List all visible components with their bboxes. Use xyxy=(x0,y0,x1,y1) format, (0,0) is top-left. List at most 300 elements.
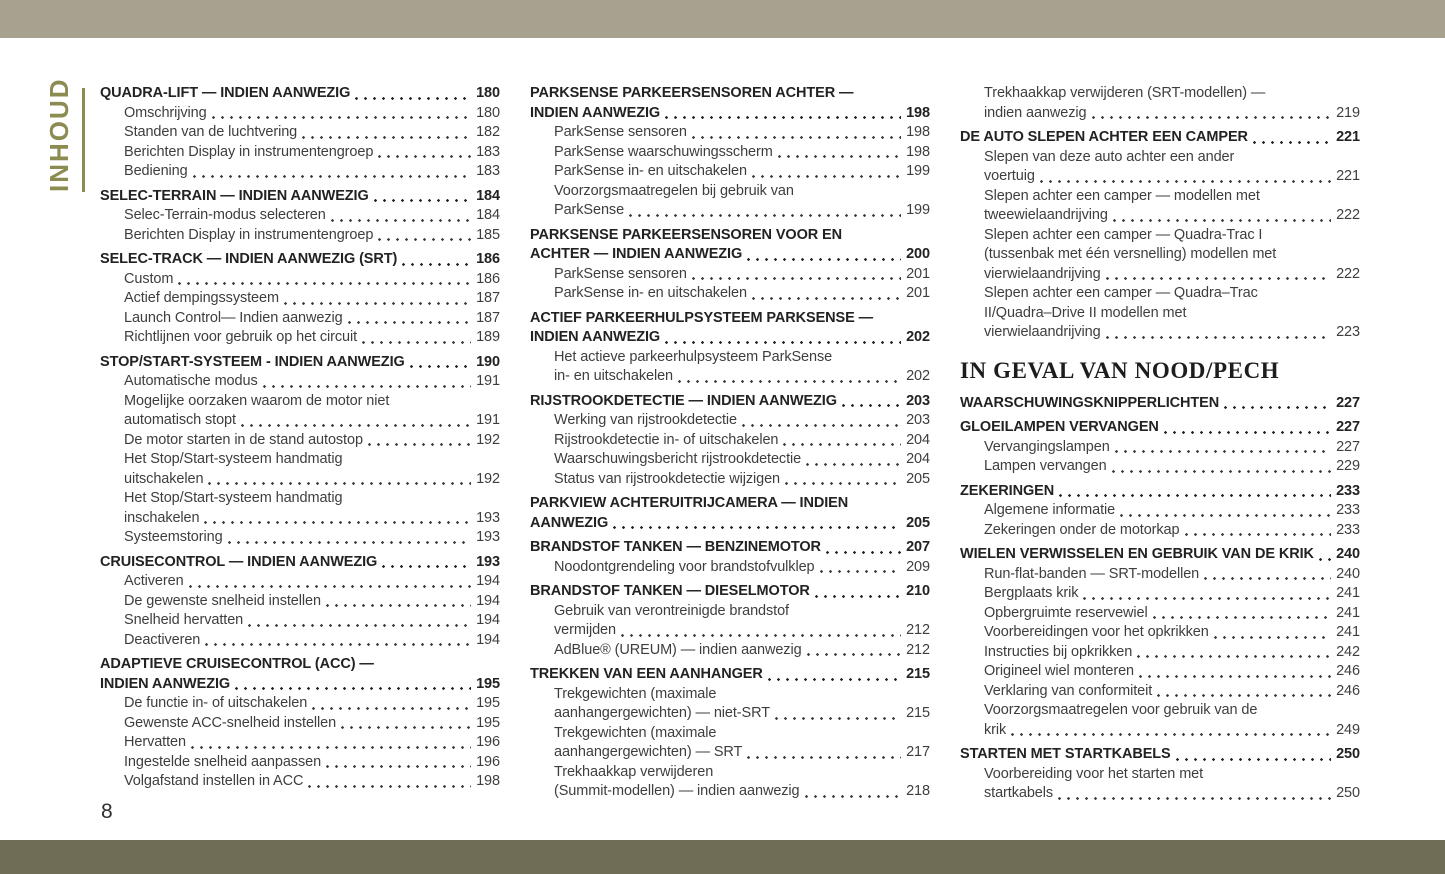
entry-label-line: Gebruik van verontreinigde brandstof xyxy=(554,602,789,619)
entry-label: Richtlijnen voor gebruik op het circuit xyxy=(124,329,358,345)
toc-sub-entry xyxy=(530,724,930,763)
toc-sub-entry xyxy=(960,604,1360,624)
dot-leader xyxy=(1038,167,1333,187)
toc-sub-entry xyxy=(100,206,500,226)
entry-last-line xyxy=(554,265,930,285)
page-ref: 194 xyxy=(476,573,500,589)
entry-label: Algemene informatie xyxy=(984,502,1116,518)
page-ref: 209 xyxy=(906,558,930,575)
entry-label: in- en uitschakelen xyxy=(554,368,674,384)
entry-label: ParkSense in- en uitschakelen xyxy=(554,285,747,301)
entry-label-line: Mogelijke oorzaken waarom de motor niet xyxy=(124,392,390,409)
toc-sub-entry xyxy=(100,372,500,392)
dot-leader xyxy=(773,704,903,724)
page-ref: 212 xyxy=(906,641,930,658)
dot-leader xyxy=(1174,745,1333,765)
entry-label: Activeren xyxy=(124,573,184,589)
page-ref: 196 xyxy=(476,753,500,770)
entry-last-line xyxy=(554,162,930,182)
page-ref: 186 xyxy=(476,270,500,287)
page-ref: 223 xyxy=(1336,324,1360,340)
dot-leader xyxy=(690,123,903,143)
entry-label: GLOEILAMPEN VERVANGEN xyxy=(960,419,1159,435)
page-ref: 233 xyxy=(1336,521,1360,538)
toc-sub-entry xyxy=(530,143,930,163)
entry-last-line xyxy=(124,226,500,246)
entry-label: Ingestelde snelheid aanpassen xyxy=(124,753,322,770)
entry-last-line xyxy=(984,438,1360,458)
page-ref: 189 xyxy=(476,329,500,345)
entry-label: Volgafstand instellen in ACC xyxy=(124,773,304,789)
entry-label: ACHTER — INDIEN AANWEZIG xyxy=(530,246,743,262)
page-ref: 201 xyxy=(906,285,930,301)
toc-sub-entry xyxy=(530,470,930,490)
page-ref: 212 xyxy=(906,622,930,638)
dot-leader xyxy=(1202,565,1333,585)
page-ref: 217 xyxy=(906,744,930,760)
entry-label: indien aanwezig xyxy=(984,104,1087,121)
page-ref: 180 xyxy=(476,104,500,121)
entry-last-line xyxy=(554,431,930,451)
dot-leader xyxy=(210,104,474,124)
toc-sub-entry xyxy=(100,392,500,431)
page-ref: 249 xyxy=(1336,721,1360,738)
toc-sub-entry xyxy=(960,662,1360,682)
dot-leader xyxy=(766,665,903,685)
entry-last-line xyxy=(554,704,930,724)
entry-label: ParkSense sensoren xyxy=(554,124,687,140)
entry-last-line xyxy=(984,682,1360,702)
entry-label-line: ADAPTIEVE CRUISECONTROL (ACC) — xyxy=(100,656,374,672)
toc-sub-entry xyxy=(530,162,930,182)
page-ref: 199 xyxy=(906,202,930,218)
entry-label: Instructies bij opkrikken xyxy=(984,643,1133,660)
toc-sub-entry xyxy=(530,123,930,143)
entry-last-line xyxy=(124,309,500,329)
entry-label: SELEC-TRACK — INDIEN AANWEZIG (SRT) xyxy=(100,251,398,267)
entry-label-line: Slepen achter een camper — Quadra-Trac I xyxy=(984,226,1263,243)
toc-sub-entry xyxy=(100,123,500,143)
dot-leader xyxy=(206,470,473,490)
entry-label: DE AUTO SLEPEN ACHTER EEN CAMPER xyxy=(960,129,1248,145)
page-ref: 194 xyxy=(476,631,500,648)
page-ref: 229 xyxy=(1336,458,1360,474)
dot-leader xyxy=(781,431,903,451)
page-ref: 215 xyxy=(906,705,930,721)
entry-last-line xyxy=(530,665,930,685)
page-ref: 210 xyxy=(906,583,930,599)
page-ref: 180 xyxy=(476,85,500,101)
toc-section-entry xyxy=(530,226,930,265)
entry-last-line xyxy=(124,528,500,548)
entry-label-line: Trekgewichten (maximale xyxy=(554,685,717,702)
entry-last-line xyxy=(100,250,500,270)
toc-section-entry xyxy=(530,665,930,685)
toc-section-entry xyxy=(960,745,1360,765)
page-ref: 246 xyxy=(1336,663,1360,679)
entry-last-line xyxy=(554,411,930,431)
dot-leader xyxy=(408,353,473,373)
dot-leader xyxy=(663,328,903,348)
entry-label: Snelheid hervatten xyxy=(124,612,244,628)
entry-label: ParkSense in- en uitschakelen xyxy=(554,163,747,179)
toc-column-2 xyxy=(530,84,930,804)
dot-leader xyxy=(1104,265,1334,285)
toc-section-entry xyxy=(530,538,930,558)
page-ref: 195 xyxy=(476,675,500,692)
entry-label: Waarschuwingsbericht rijstrookdetectie xyxy=(554,451,802,467)
toc-sub-entry xyxy=(100,309,500,329)
entry-last-line xyxy=(984,167,1360,187)
toc-sub-entry xyxy=(960,284,1360,343)
entry-last-line xyxy=(554,143,930,163)
dot-leader xyxy=(329,206,473,226)
page-ref: 186 xyxy=(476,251,500,267)
entry-last-line xyxy=(124,289,500,309)
toc-sub-entry xyxy=(100,489,500,528)
entry-last-line xyxy=(554,367,930,387)
toc-section-entry xyxy=(960,394,1360,414)
page-ref: 193 xyxy=(476,529,500,545)
page-ref: 192 xyxy=(476,431,500,448)
entry-label: QUADRA-LIFT — INDIEN AANWEZIG xyxy=(100,85,351,101)
page-ref: 184 xyxy=(476,207,500,223)
dot-leader xyxy=(1251,128,1333,148)
toc-sub-entry xyxy=(530,411,930,431)
entry-label: Voorbereidingen voor het opkrikken xyxy=(984,624,1209,640)
dot-leader xyxy=(300,123,473,143)
dot-leader xyxy=(1104,323,1334,343)
entry-label: WIELEN VERWISSELEN EN GEBRUIK VAN DE KRIK xyxy=(960,546,1314,562)
dot-leader xyxy=(339,714,473,734)
entry-last-line xyxy=(124,572,500,592)
dot-leader xyxy=(366,431,473,451)
toc-section-entry xyxy=(100,250,500,270)
entry-label: vermijden xyxy=(554,622,616,638)
page-ref: 202 xyxy=(906,368,930,384)
entry-label-line: Trekhaakkap verwijderen xyxy=(554,763,714,780)
entry-label: AdBlue® (UREUM) — indien aanwezig xyxy=(554,641,802,658)
entry-label: Berichten Display in instrumentengroep xyxy=(124,143,374,160)
entry-last-line xyxy=(124,328,500,348)
page-ref: 199 xyxy=(906,163,930,179)
dot-leader xyxy=(1081,584,1333,604)
toc-sub-entry xyxy=(100,162,500,182)
page-ref: 191 xyxy=(476,412,500,428)
dot-leader xyxy=(324,592,473,612)
dot-leader xyxy=(1135,643,1333,663)
page-ref: 222 xyxy=(1336,265,1360,282)
entry-label: Origineel wiel monteren xyxy=(984,663,1135,679)
page-ref: 241 xyxy=(1336,585,1360,601)
toc-sub-entry xyxy=(100,431,500,451)
entry-label: SELEC-TERRAIN — INDIEN AANWEZIG xyxy=(100,187,369,204)
page-ref: 203 xyxy=(906,392,930,409)
entry-label-line: PARKSENSE PARKEERSENSOREN ACHTER — xyxy=(530,85,854,101)
entry-last-line xyxy=(984,584,1360,604)
entry-label: INDIEN AANWEZIG xyxy=(530,329,661,345)
page-ref: 207 xyxy=(906,539,930,555)
entry-last-line xyxy=(984,457,1360,477)
dot-leader xyxy=(189,733,473,753)
entry-label: BRANDSTOF TANKEN — BENZINEMOTOR xyxy=(530,539,821,555)
entry-label: Automatische modus xyxy=(124,373,258,389)
page-ref: 201 xyxy=(906,265,930,282)
entry-label: STOP/START-SYSTEEM - INDIEN AANWEZIG xyxy=(100,353,405,370)
toc-sub-entry xyxy=(530,348,930,387)
entry-label-line: Slepen achter een camper — modellen met xyxy=(984,187,1260,204)
dot-leader xyxy=(803,782,904,802)
entry-label-line: Trekhaakkap verwijderen (SRT-modellen) — xyxy=(984,85,1266,101)
toc-sub-entry xyxy=(960,226,1360,285)
dot-leader xyxy=(1009,721,1333,741)
entry-last-line xyxy=(960,128,1360,148)
dot-leader xyxy=(611,514,903,534)
page-ref: 242 xyxy=(1336,643,1360,660)
entry-last-line xyxy=(984,206,1360,226)
toc-sub-entry xyxy=(530,450,930,470)
dot-leader xyxy=(1056,784,1333,804)
toc-sub-entry xyxy=(100,289,500,309)
toc-sub-entry xyxy=(960,457,1360,477)
entry-label-line: Voorzorgsmaatregelen bij gebruik van xyxy=(554,182,794,199)
page-ref: 246 xyxy=(1336,682,1360,699)
toc-section-entry xyxy=(960,482,1360,502)
dot-leader xyxy=(840,392,903,412)
entry-last-line xyxy=(124,694,500,714)
entry-last-line xyxy=(960,545,1360,565)
toc-section-entry xyxy=(960,418,1360,438)
toc-section-entry xyxy=(530,392,930,412)
page-ref: 250 xyxy=(1336,785,1360,801)
entry-label-line: Trekgewichten (maximale xyxy=(554,724,717,741)
entry-last-line xyxy=(984,721,1360,741)
entry-last-line xyxy=(984,323,1360,343)
dot-leader xyxy=(246,611,473,631)
page-ref: 187 xyxy=(476,290,500,306)
entry-last-line xyxy=(124,162,500,182)
dot-leader xyxy=(360,328,473,348)
entry-last-line xyxy=(530,104,930,124)
page-ref: 221 xyxy=(1336,168,1360,184)
page-ref: 240 xyxy=(1336,546,1360,562)
entry-label-line: Slepen van deze auto achter een ander xyxy=(984,148,1235,165)
toc-sub-entry xyxy=(960,148,1360,187)
page-ref: 221 xyxy=(1336,129,1360,145)
entry-label: De gewenste snelheid instellen xyxy=(124,592,321,609)
entry-label: Standen van de luchtvering xyxy=(124,124,298,140)
entry-label-line: ACTIEF PARKEERHULPSYSTEEM PARKSENSE — xyxy=(530,309,873,326)
toc-sub-entry xyxy=(100,714,500,734)
entry-last-line xyxy=(124,611,500,631)
dot-leader xyxy=(353,84,473,104)
entry-label: Lampen vervangen xyxy=(984,458,1107,474)
entry-label: aanhangergewichten) — SRT xyxy=(554,744,743,760)
entry-last-line xyxy=(530,538,930,558)
dot-leader xyxy=(1317,545,1333,565)
toc-sub-entry xyxy=(960,501,1360,521)
entry-label: ParkSense xyxy=(554,202,625,218)
entry-last-line xyxy=(124,714,500,734)
entry-label: vierwielaandrijving xyxy=(984,324,1101,340)
entry-last-line xyxy=(124,753,500,773)
entry-last-line xyxy=(124,772,500,792)
toc-sub-entry xyxy=(100,772,500,792)
entry-last-line xyxy=(124,372,500,392)
entry-last-line xyxy=(960,394,1360,414)
toc-section-entry xyxy=(100,553,500,573)
page-ref: 195 xyxy=(476,714,500,731)
entry-label: Bergplaats krik xyxy=(984,585,1079,601)
entry-last-line xyxy=(124,206,500,226)
entry-label: Actief dempingssysteem xyxy=(124,290,279,306)
entry-last-line xyxy=(530,514,930,534)
entry-label: Opbergruimte reservewiel xyxy=(984,604,1148,621)
page-ref: 227 xyxy=(1336,419,1360,435)
entry-last-line xyxy=(554,284,930,304)
page-ref: 241 xyxy=(1336,604,1360,621)
entry-label: Zekeringen onder de motorkap xyxy=(984,521,1180,538)
entry-last-line xyxy=(554,782,930,802)
toc-sub-entry xyxy=(100,104,500,124)
page-ref: 185 xyxy=(476,226,500,243)
dot-leader xyxy=(1090,104,1334,124)
entry-last-line xyxy=(984,501,1360,521)
entry-label: Rijstrookdetectie in- of uitschakelen xyxy=(554,431,779,448)
entry-label: startkabels xyxy=(984,785,1054,801)
toc-column-1 xyxy=(100,84,500,804)
dot-leader xyxy=(372,187,473,207)
entry-label-line: II/Quadra–Drive II modellen met xyxy=(984,304,1187,321)
dot-leader xyxy=(233,675,473,695)
page-ref: 218 xyxy=(906,783,930,799)
page-ref: 194 xyxy=(476,592,500,609)
entry-last-line xyxy=(530,245,930,265)
entry-last-line xyxy=(530,582,930,602)
entry-last-line xyxy=(124,270,500,290)
toc-section-entry xyxy=(530,582,930,602)
toc-sub-entry xyxy=(100,572,500,592)
entry-last-line xyxy=(124,143,500,163)
entry-label-line: Het Stop/Start-systeem handmatig xyxy=(124,451,343,467)
entry-label: STARTEN MET STARTKABELS xyxy=(960,746,1171,762)
page-ref: 193 xyxy=(476,509,500,526)
dot-leader xyxy=(1137,662,1333,682)
entry-label: aanhangergewichten) — niet-SRT xyxy=(554,705,770,721)
entry-label-line: Slepen achter een camper — Quadra–Trac xyxy=(984,285,1258,301)
dot-leader xyxy=(745,245,903,265)
entry-label: De motor starten in de stand autostop xyxy=(124,431,363,448)
page-ref: 205 xyxy=(906,470,930,487)
toc-sub-entry xyxy=(100,694,500,714)
dot-leader xyxy=(750,284,903,304)
toc-sub-entry xyxy=(960,584,1360,604)
dot-leader xyxy=(376,226,473,246)
toc-sub-entry xyxy=(530,284,930,304)
page-ref: 195 xyxy=(476,695,500,711)
entry-last-line xyxy=(100,353,500,373)
entry-last-line xyxy=(100,84,500,104)
entry-last-line xyxy=(554,123,930,143)
dot-leader xyxy=(1183,521,1334,541)
entry-last-line xyxy=(984,565,1360,585)
toc-sub-entry xyxy=(100,328,500,348)
page-ref: 182 xyxy=(476,124,500,140)
entry-label: Deactiveren xyxy=(124,631,201,648)
entry-last-line xyxy=(124,509,500,529)
entry-label: BRANDSTOF TANKEN — DIESELMOTOR xyxy=(530,583,810,599)
entry-label: WAARSCHUWINGSKNIPPERLICHTEN xyxy=(960,394,1220,411)
page-ref: 240 xyxy=(1336,565,1360,582)
page-ref: 191 xyxy=(476,373,500,389)
page-ref: 203 xyxy=(906,412,930,428)
dot-leader xyxy=(690,265,903,285)
toc-sub-entry xyxy=(960,84,1360,123)
toc-sub-entry xyxy=(960,765,1360,804)
page-ref: 192 xyxy=(476,470,500,487)
page-ref: 198 xyxy=(906,143,930,160)
entry-label-line: Voorzorgsmaatregelen voor gebruik van de xyxy=(984,702,1258,718)
dot-leader xyxy=(1057,482,1333,502)
dot-leader xyxy=(824,538,903,558)
entry-last-line xyxy=(124,733,500,753)
dot-leader xyxy=(306,772,473,792)
entry-label: automatisch stopt xyxy=(124,412,236,428)
dot-leader xyxy=(1111,206,1333,226)
toc-sub-entry xyxy=(530,431,930,451)
toc-section-entry xyxy=(100,84,500,104)
page-ref: 250 xyxy=(1336,746,1360,762)
entry-last-line xyxy=(984,643,1360,663)
sidebar-divider-rule xyxy=(82,88,85,192)
toc-sidebar-label: INHOUD xyxy=(44,77,74,192)
toc-section-entry xyxy=(100,187,500,207)
dot-leader xyxy=(776,143,903,163)
entry-label: CRUISECONTROL — INDIEN AANWEZIG xyxy=(100,553,378,570)
top-bar xyxy=(0,0,1445,38)
dot-leader xyxy=(202,509,473,529)
dot-leader xyxy=(400,250,473,270)
page-ref: 196 xyxy=(476,734,500,750)
toc-sub-entry xyxy=(100,450,500,489)
dot-leader xyxy=(745,743,903,763)
dot-leader xyxy=(376,143,473,163)
page-ref: 183 xyxy=(476,163,500,179)
toc-sub-entry xyxy=(960,438,1360,458)
entry-label: uitschakelen xyxy=(124,470,204,487)
page-ref: 233 xyxy=(1336,482,1360,499)
entry-label: (Summit-modellen) — indien aanwezig xyxy=(554,783,800,799)
entry-label: Gewenste ACC-snelheid instellen xyxy=(124,714,337,731)
dot-leader xyxy=(805,641,904,661)
dot-leader xyxy=(627,201,903,221)
page-ref: 227 xyxy=(1336,394,1360,411)
toc-section-entry xyxy=(530,494,930,533)
dot-leader xyxy=(1118,501,1333,521)
dot-leader xyxy=(176,270,473,290)
dot-leader xyxy=(203,631,473,651)
entry-last-line xyxy=(100,675,500,695)
page-number: 8 xyxy=(101,800,113,823)
entry-last-line xyxy=(960,745,1360,765)
toc-sub-entry xyxy=(100,528,500,548)
page-ref: 202 xyxy=(906,329,930,345)
toc-sub-entry xyxy=(530,641,930,661)
entry-last-line xyxy=(124,104,500,124)
toc-sub-entry xyxy=(530,558,930,578)
toc-sub-entry xyxy=(960,643,1360,663)
dot-leader xyxy=(1151,604,1333,624)
